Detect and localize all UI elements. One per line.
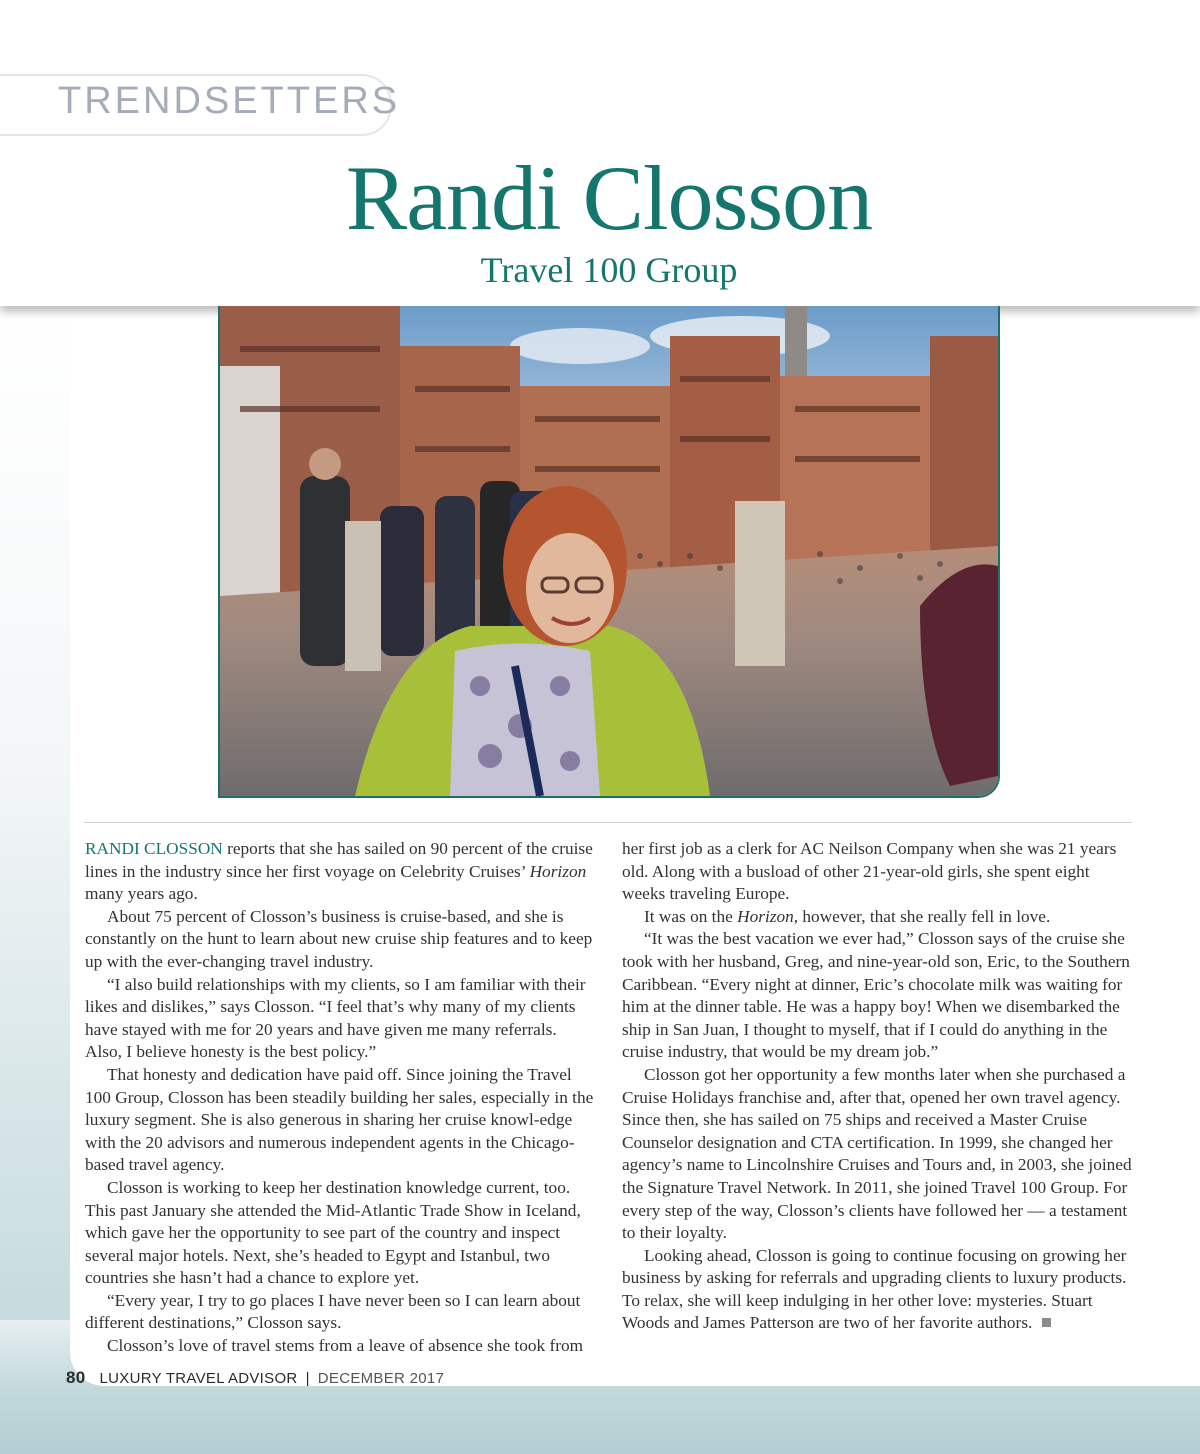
paragraph: Closson’s love of travel stems from a leave of absence she took from bbox=[107, 1336, 584, 1356]
article-subtitle: Travel 100 Group bbox=[480, 250, 738, 290]
article-title: Randi Closson bbox=[345, 147, 873, 249]
paragraph: “Every year, I try to go places I have never been so I can learn about different destinations,” Closson says. bbox=[85, 1290, 581, 1333]
paragraph: About 75 percent of Closson’s business is cruise-based, and she is constantly on the hunt to learn about new cruise ship features and to keep up with the ever-changing travel industry. bbox=[85, 906, 593, 971]
article-header bbox=[0, 0, 1200, 306]
issue-date: DECEMBER 2017 bbox=[317, 1370, 445, 1387]
photo-of-woman-in-piazza-icon bbox=[220, 306, 998, 796]
paragraph: Looking ahead, Closson is going to continue focusing on growing her business by asking for referrals and upgrading clients to luxury products. To relax, she will keep indulging in her other love: mysteries. Stuart Woods and James Patterson are two of her favorite authors. bbox=[622, 1245, 1127, 1333]
publication-name: LUXURY TRAVEL ADVISOR bbox=[99, 1370, 298, 1387]
article-column-left bbox=[85, 838, 597, 1358]
paragraph: RANDI CLOSSON reports that she has sailed on 90 percent of the cruise lines in the industry since her first voyage on Celebrity Cruises’ Horizon many years ago. bbox=[85, 839, 593, 904]
paragraph: That honesty and dedication have paid off. Since joining the Travel 100 Group, Closson has been steadily building her sales, especially in the luxury segment. She is also generous in sharing her cruise knowl-edge with the 20 advisors and numerous independent agents in the Chicago-based travel agency. bbox=[85, 1064, 594, 1175]
paragraph: “I also build relationships with my clients, so I am familiar with their likes and dislikes,” says Closson. “I feel that’s why many of my clients have stayed with me for 20 years and have given me many referrals. Also, I believe honesty is the best policy.” bbox=[85, 974, 586, 1062]
article-column-right bbox=[622, 838, 1134, 1335]
lead-in-name: RANDI CLOSSON bbox=[85, 839, 223, 858]
left-background-band bbox=[0, 306, 72, 1454]
paragraph: her first job as a clerk for AC Neilson Company when she was 21 years old. Along with a busload of other 21-year-old girls, she spent eight weeks traveling Europe. bbox=[622, 839, 1117, 904]
end-of-article-square-icon bbox=[1042, 1318, 1051, 1327]
page-number: 80 bbox=[66, 1368, 86, 1387]
section-divider bbox=[84, 822, 1132, 823]
paragraph: Closson got her opportunity a few months later when she purchased a Cruise Holidays franchise and, after that, opened her own travel agency. Since then, she has sailed on 75 ships and received a Master Cruise Counselor designation and CTA certification. In 1999, she changed her agency’s name to Lincolnshire Cruises and Tours and, in 2003, she joined the Signature Travel Network. In 2011, she joined Travel 100 Group. For every step of the way, Closson’s clients have followed her — a testament to their loyalty. bbox=[622, 1064, 1132, 1243]
page-footer bbox=[66, 1368, 444, 1388]
section-tag: TRENDSETTERS bbox=[58, 80, 401, 122]
paragraph: It was on the Horizon, however, that she really fell in love. bbox=[644, 906, 1051, 926]
paragraph: Closson is working to keep her destination knowledge current, too. This past January she attended the Mid-Atlantic Trade Show in Iceland, which gave her the opportunity to see part of the country and inspect several major hotels. Next, she’s headed to Egypt and Istanbul, two countries she hasn’t had a chance to explore yet. bbox=[85, 1177, 581, 1288]
footer-separator: | bbox=[305, 1370, 310, 1387]
feature-photo bbox=[218, 306, 1000, 798]
paragraph: “It was the best vacation we ever had,” Closson says of the cruise she took with her husband, Greg, and nine-year-old son, Eric, to the Southern Caribbean. “Every night at dinner, Eric’s chocolate milk was waiting for him at the dinner table. He was a happy boy! When we disembarked the ship in San Juan, I thought to myself, that if I could do anything in the cruise industry, that would be my dream job.” bbox=[622, 929, 1130, 1062]
